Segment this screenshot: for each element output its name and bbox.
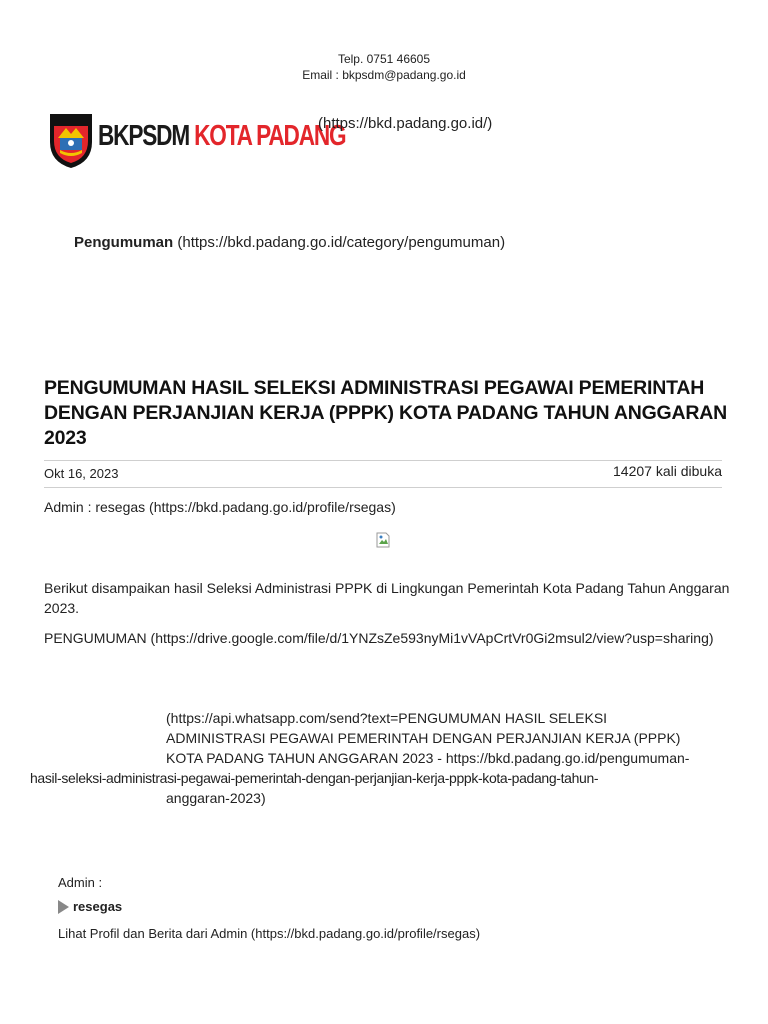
divider-top (44, 460, 722, 461)
contact-email: Email : bkpsdm@padang.go.id (302, 68, 466, 82)
contact-phone: Telp. 0751 46605 (337, 52, 431, 66)
breadcrumb-category[interactable]: Pengumuman (74, 234, 174, 251)
triangle-right-icon (58, 900, 69, 914)
author-profile-link[interactable]: Lihat Profil dan Berita dari Admin (https://bkd.padang.go.id/profile/rsegas) (58, 926, 481, 941)
share-line: ADMINISTRASI PEGAWAI PEMERINTAH DENGAN PERJANJIAN KERJA (PPPK) (166, 730, 681, 746)
breadcrumb (74, 234, 505, 251)
logo-text-bkpsdm: BKPSDM (98, 120, 190, 152)
logo-url-link[interactable]: (https://bkd.padang.go.id/) (318, 115, 493, 132)
announcement-link[interactable]: PENGUMUMAN (https://drive.google.com/file/d/1YNZsZe593nyMi1vVApCrtVr0Gi2msul2/view?usp=sharing) (44, 630, 714, 646)
author-box-label: Admin : (58, 875, 103, 890)
share-line: KOTA PADANG TAHUN ANGGARAN 2023 - https://bkd.padang.go.id/pengumuman- (166, 750, 690, 766)
article-date: Okt 16, 2023 (44, 466, 119, 481)
logo-wordmark (98, 120, 345, 153)
author-box-name (58, 899, 122, 914)
article-body: Berikut disampaikan hasil Seleksi Administrasi PPPK di Lingkungan Pemerintah Kota Padang Tahun Anggaran 2023. (44, 580, 730, 616)
breadcrumb-category-url[interactable]: (https://bkd.padang.go.id/category/pengumuman) (177, 234, 506, 251)
whatsapp-share-link[interactable] (30, 708, 730, 808)
article-view-count: 14207 kali dibuka (613, 463, 722, 479)
share-line: hasil-seleksi-administrasi-pegawai-pemerintah-dengan-perjanjian-kerja-pppk-kota-padang-tahun- (30, 770, 599, 786)
article-author-link[interactable]: Admin : resegas (https://bkd.padang.go.id/profile/rsegas) (44, 499, 396, 515)
broken-image-icon (376, 532, 390, 548)
article-title: PENGUMUMAN HASIL SELEKSI ADMINISTRASI PEGAWAI PEMERINTAH DENGAN PERJANJIAN KERJA (PPPK) KOTA PADANG TAHUN ANGGARAN 2023 (44, 377, 728, 449)
logo-text-kota-padang: KOTA PADANG (194, 120, 346, 152)
padang-city-emblem-icon (48, 112, 94, 170)
share-line: anggaran-2023) (166, 790, 266, 806)
divider-bottom (44, 487, 722, 488)
author-name: resegas (73, 899, 123, 914)
share-line: (https://api.whatsapp.com/send?text=PENGUMUMAN HASIL SELEKSI (166, 710, 608, 726)
